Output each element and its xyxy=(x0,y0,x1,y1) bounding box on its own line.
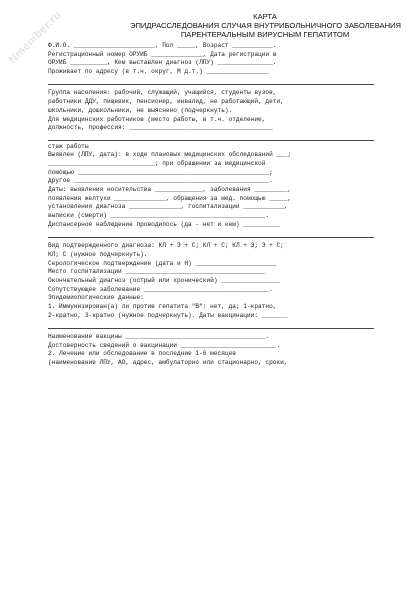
immunization-line-1: 1. Иммунизирован(а) ли против гепатита "В": нет, да; 1-кратно, xyxy=(48,302,277,310)
title-line-3: ПАРЕНТЕРАЛЬНЫМ ВИРУСНЫМ ГЕПАТИТОМ xyxy=(180,30,350,39)
blank-rule xyxy=(48,229,374,238)
treatment-line-2: (наименование ЛПУ, АО, адрес, амбулаторно или стационарно, сроки, xyxy=(48,359,288,367)
work-experience-line: стаж работы xyxy=(48,142,89,150)
title-line-2: ЭПИДРАССЛЕДОВАНИЯ СЛУЧАЯ ВНУТРИБОЛЬНИЧНОГО ЗАБОЛЕВАНИЯ xyxy=(130,21,401,30)
final-diagnosis-line: Окончательный диагноз (острый или хронический) ________________ xyxy=(48,276,281,284)
treatment-line-1: 2. Лечение или обследование в последние 1-6 месяцев xyxy=(48,350,236,358)
vaccination-reliability-line: Достоверность сведений о вакцинации __________________________. xyxy=(48,341,281,349)
field-registration-number-line: Регистрационный номер ОРУИБ ______________, Дата регистрации в xyxy=(48,50,277,58)
form-body xyxy=(48,42,374,368)
field-address-line: Проживает по адресу (в т.ч. округ, М д.т.) _________________ xyxy=(48,68,270,76)
concomitant-disease-line: Сопутствующее заболевание __________________________________. xyxy=(48,285,273,293)
field-fio-line: Ф.И.О. ______________________, Пол _____, Возраст ___________. xyxy=(48,42,277,49)
document-title xyxy=(130,12,400,39)
blank-rule xyxy=(48,133,374,142)
field-diagnosed-by-line: ОРУИБ __________, Кем выставлен диагноз (ЛПУ) _______________. xyxy=(48,59,277,67)
immunization-line-2: 2-кратно, 3-кратно (нужное подчеркнуть). Даты вакцинации: _______ xyxy=(48,311,288,319)
diagnosis-type-line-2: КЛ; С (нужное подчеркнуть). xyxy=(48,250,148,258)
medical-workers-line-2: должность, профессия: _______________________________________ xyxy=(48,124,273,132)
dates-line-4: выписки (смерти) __________________________________________. xyxy=(48,212,270,220)
dates-line-2: появления желтухи ______________, обращения за мед. помощью _____, xyxy=(48,194,292,202)
population-group-line-1: Группа населения: рабочий, служащий, учащийся, студенты вузов, xyxy=(48,89,277,97)
dates-line-1: Даты: выявления носительства _____________, заболевания _________, xyxy=(48,186,292,193)
dates-line-3: установления диагноза ______________, госпитализации ___________, xyxy=(48,203,288,211)
hospitalization-place-line: Место госпитализации ______________________________________ xyxy=(48,268,266,276)
watermark: Nmember.ru xyxy=(6,8,65,67)
dispensary-observation-line: Диспансерное наблюдение проводилось (да - нет и кем) __________ xyxy=(48,220,281,228)
epidemiological-data-heading: Эпидемиологические данные: xyxy=(48,294,144,302)
blank-rule xyxy=(48,320,374,329)
diagnosis-type-line-1: Вид подтвержденного диагноза: КЛ + Э + С; КЛ + С; КЛ + Э; Э + С; xyxy=(48,242,284,250)
detected-line-2: _____________________________; при обращении за медицинской xyxy=(48,159,266,167)
vaccine-name-line: Наименование вакцины ______________________________________. xyxy=(48,333,270,340)
detected-other-line: другое _____________________________________________________. xyxy=(48,177,273,185)
title-line-1: КАРТА xyxy=(253,12,277,21)
serological-confirmation-line: Серологическое подтверждение (дата и Н) ______________________ xyxy=(48,259,277,267)
detected-line-3: помощью ____________________________________________________; xyxy=(48,168,273,176)
population-group-line-2: работники ДДУ, пищевик, пенсионер, инвалид, не работающий, дети, xyxy=(48,98,284,106)
medical-workers-line-1: Для медицинских работников (место работы, в т.ч. отделение, xyxy=(48,115,266,123)
blank-rule xyxy=(48,77,374,86)
population-group-line-3: школьники, дошкольники, не выяснено (подчеркнуть). xyxy=(48,106,233,114)
detected-line-1: Выявлен (ЛПУ, дата): в ходе плановых медицинских обследований ___; xyxy=(48,151,292,159)
